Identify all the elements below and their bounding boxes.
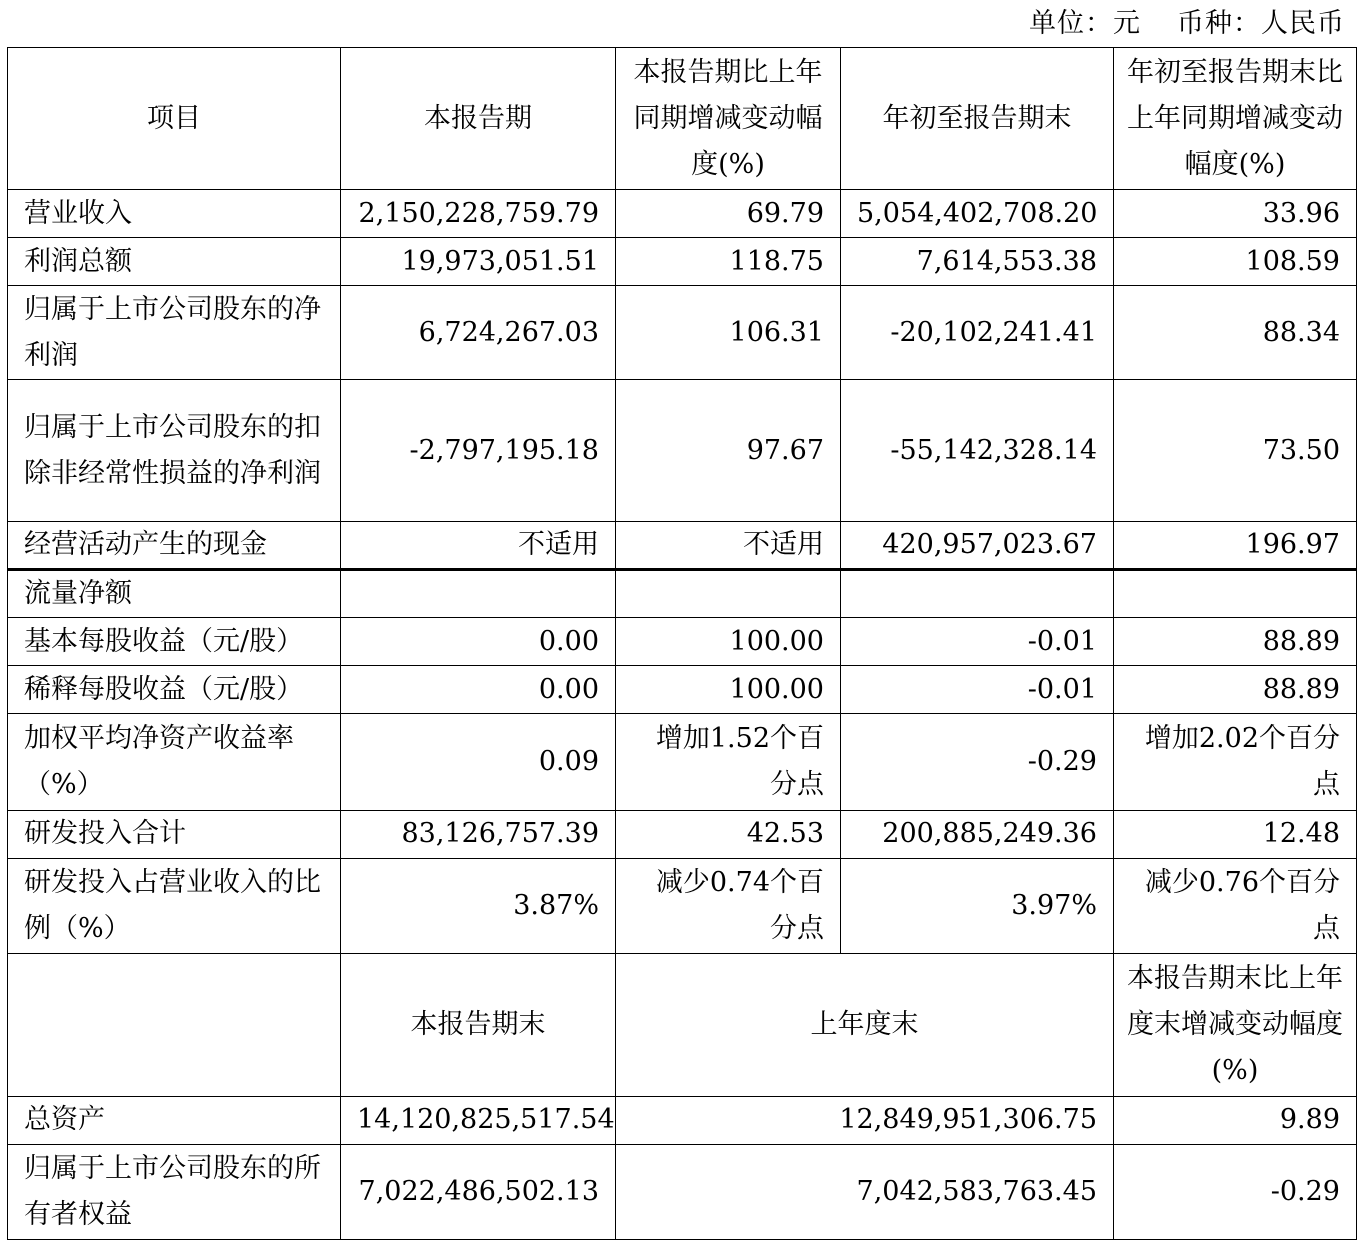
header-current-period: 本报告期 — [341, 48, 616, 190]
cell-ytd: 420,957,023.67 — [841, 522, 1114, 570]
table-header-row-balance — [8, 953, 1357, 1096]
header-item: 项目 — [8, 48, 341, 190]
cell-period-end: 14,120,825,517.54 — [341, 1096, 616, 1144]
table-row — [8, 190, 1357, 238]
cell-ytd: 5,054,402,708.20 — [841, 190, 1114, 238]
cell-ytd: -20,102,241.41 — [841, 286, 1114, 380]
cell-current: -2,797,195.18 — [341, 380, 616, 522]
cell-ytd-change: 增加2.02个百分点 — [1114, 714, 1357, 810]
row-label: 总资产 — [8, 1096, 341, 1144]
table-header-row — [8, 48, 1357, 190]
financial-data-table — [7, 47, 1357, 1240]
cell-last-year-end: 12,849,951,306.75 — [616, 1096, 1114, 1144]
cell-ytd: 3.97% — [841, 858, 1114, 953]
table-row — [8, 286, 1357, 380]
cell-ytd-change: 88.34 — [1114, 286, 1357, 380]
cell-ytd: -0.01 — [841, 666, 1114, 714]
cell-ytd: -55,142,328.14 — [841, 380, 1114, 522]
row-label: 研发投入合计 — [8, 810, 341, 858]
header-ytd-change: 年初至报告期末比上年同期增减变动幅度(%) — [1114, 48, 1357, 190]
cell-current-change: 69.79 — [616, 190, 841, 238]
cell-ytd-change: 33.96 — [1114, 190, 1357, 238]
cell-current-change: 97.67 — [616, 380, 841, 522]
header2-period-end: 本报告期末 — [341, 953, 616, 1096]
row-label: 研发投入占营业收入的比例（%） — [8, 858, 341, 953]
row-label: 基本每股收益（元/股） — [8, 618, 341, 666]
cell-last-year-end: 7,042,583,763.45 — [616, 1144, 1114, 1239]
table-row — [8, 380, 1357, 522]
cell-current-change: 100.00 — [616, 666, 841, 714]
cell-current-change: 106.31 — [616, 286, 841, 380]
cell-current: 2,150,228,759.79 — [341, 190, 616, 238]
unit-label: 单位：元 — [1029, 8, 1141, 39]
table-row — [8, 714, 1357, 810]
cell-current-change — [616, 570, 841, 618]
row-label: 归属于上市公司股东的扣除非经常性损益的净利润 — [8, 380, 341, 522]
cell-ytd-change: 196.97 — [1114, 522, 1357, 570]
table-row — [8, 858, 1357, 953]
header-ytd: 年初至报告期末 — [841, 48, 1114, 190]
cell-current-change: 118.75 — [616, 238, 841, 286]
cell-ytd-change: 108.59 — [1114, 238, 1357, 286]
cell-ytd: -0.01 — [841, 618, 1114, 666]
row-label: 营业收入 — [8, 190, 341, 238]
table-row — [8, 238, 1357, 286]
cell-current: 0.00 — [341, 666, 616, 714]
cell-current: 3.87% — [341, 858, 616, 953]
row-label: 加权平均净资产收益率（%） — [8, 714, 341, 810]
cell-ytd-change: 88.89 — [1114, 618, 1357, 666]
cell-current: 19,973,051.51 — [341, 238, 616, 286]
table-row — [8, 1096, 1357, 1144]
table-row — [8, 1144, 1357, 1239]
cell-current-change: 增加1.52个百分点 — [616, 714, 841, 810]
cell-current: 0.00 — [341, 618, 616, 666]
cell-ytd — [841, 570, 1114, 618]
cell-current: 6,724,267.03 — [341, 286, 616, 380]
cell-current-change: 100.00 — [616, 618, 841, 666]
row-label: 经营活动产生的现金 — [8, 522, 341, 570]
currency-label: 币种：人民币 — [1177, 8, 1345, 39]
row-label: 归属于上市公司股东的所有者权益 — [8, 1144, 341, 1239]
row-label: 稀释每股收益（元/股） — [8, 666, 341, 714]
cell-period-end: 7,022,486,502.13 — [341, 1144, 616, 1239]
table-row — [8, 522, 1357, 570]
cell-change: -0.29 — [1114, 1144, 1357, 1239]
cell-current-change: 42.53 — [616, 810, 841, 858]
cell-current: 83,126,757.39 — [341, 810, 616, 858]
cell-current: 0.09 — [341, 714, 616, 810]
cell-ytd: 200,885,249.36 — [841, 810, 1114, 858]
cell-ytd-change: 73.50 — [1114, 380, 1357, 522]
table-row — [8, 570, 1357, 618]
row-label: 归属于上市公司股东的净利润 — [8, 286, 341, 380]
cell-ytd-change: 88.89 — [1114, 666, 1357, 714]
unit-currency-line — [1029, 6, 1345, 42]
cell-ytd: -0.29 — [841, 714, 1114, 810]
cell-change: 9.89 — [1114, 1096, 1357, 1144]
cell-current: 不适用 — [341, 522, 616, 570]
cell-ytd-change: 减少0.76个百分点 — [1114, 858, 1357, 953]
header2-item — [8, 953, 341, 1096]
table-row — [8, 618, 1357, 666]
cell-current-change: 减少0.74个百分点 — [616, 858, 841, 953]
cell-ytd-change: 12.48 — [1114, 810, 1357, 858]
cell-current-change: 不适用 — [616, 522, 841, 570]
cell-current — [341, 570, 616, 618]
row-label: 利润总额 — [8, 238, 341, 286]
row-label: 流量净额 — [8, 570, 341, 618]
cell-ytd: 7,614,553.38 — [841, 238, 1114, 286]
header-current-change: 本报告期比上年同期增减变动幅度(%) — [616, 48, 841, 190]
table-row — [8, 666, 1357, 714]
header2-last-year-end: 上年度末 — [616, 953, 1114, 1096]
table-row — [8, 810, 1357, 858]
cell-ytd-change — [1114, 570, 1357, 618]
header2-change: 本报告期末比上年度末增减变动幅度(%) — [1114, 953, 1357, 1096]
